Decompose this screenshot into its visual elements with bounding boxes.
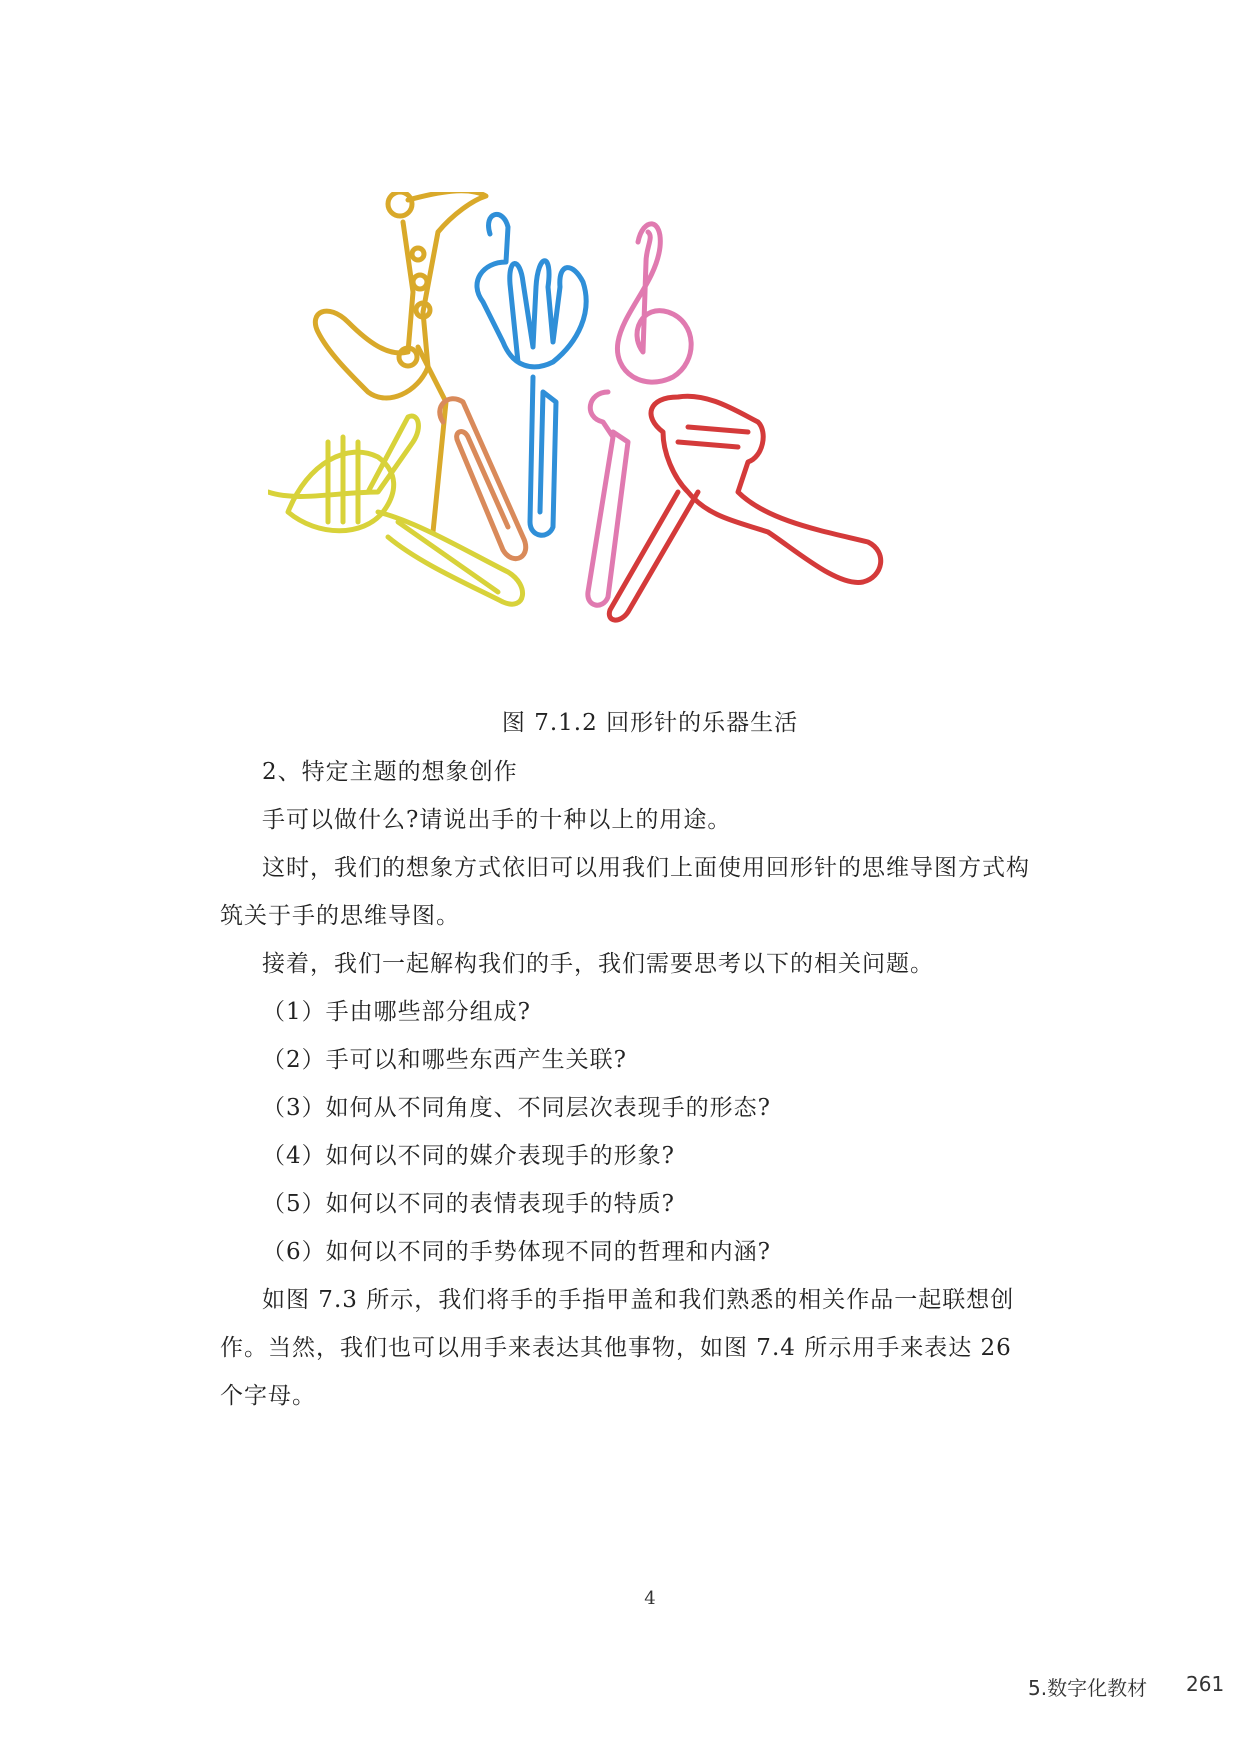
paragraph-mind-map: 这时，我们的想象方式依旧可以用我们上面使用回形针的思维导图方式构筑关于手的思维导图。 xyxy=(220,855,1030,929)
footer-page-number: 261 xyxy=(1186,1672,1225,1696)
plain-clip xyxy=(440,399,526,559)
figure-caption: 图 7.1.2 回形针的乐器生活 xyxy=(501,710,799,736)
lyre-clip xyxy=(477,214,586,535)
question-item-3: （3）如何从不同角度、不同层次表现手的形态? xyxy=(262,1095,771,1121)
question-item-6: （6）如何以不同的手势体现不同的哲理和内涵? xyxy=(262,1239,771,1265)
question-item-2: （2）手可以和哪些东西产生关联? xyxy=(262,1047,627,1073)
paragraph-deconstruct: 接着，我们一起解构我们的手，我们需要思考以下的相关问题。 xyxy=(262,951,934,977)
question-item-4: （4）如何以不同的媒介表现手的形象? xyxy=(262,1143,675,1169)
paperclip-instruments-figure xyxy=(268,192,988,682)
treble-clef-clip xyxy=(588,224,691,605)
guitar-clip xyxy=(609,396,880,620)
body-text xyxy=(220,748,1040,1420)
paperclip-illustration xyxy=(268,192,988,682)
page-number: 4 xyxy=(644,1588,656,1609)
question-item-1: （1）手由哪些部分组成? xyxy=(262,999,531,1025)
section-heading: 2、特定主题的想象创作 xyxy=(262,759,518,785)
footer-label: 5.数字化教材 xyxy=(1028,1676,1148,1700)
paragraph-figures: 如图 7.3 所示，我们将手的手指甲盖和我们熟悉的相关作品一起联想创作。当然，我们也可以用手来表达其他事物，如图 7.4 所示用手来表达 26 个字母。 xyxy=(220,1287,1015,1409)
question-item-5: （5）如何以不同的表情表现手的特质? xyxy=(262,1191,675,1217)
question-text: 手可以做什么?请说出手的十种以上的用途。 xyxy=(262,807,732,833)
